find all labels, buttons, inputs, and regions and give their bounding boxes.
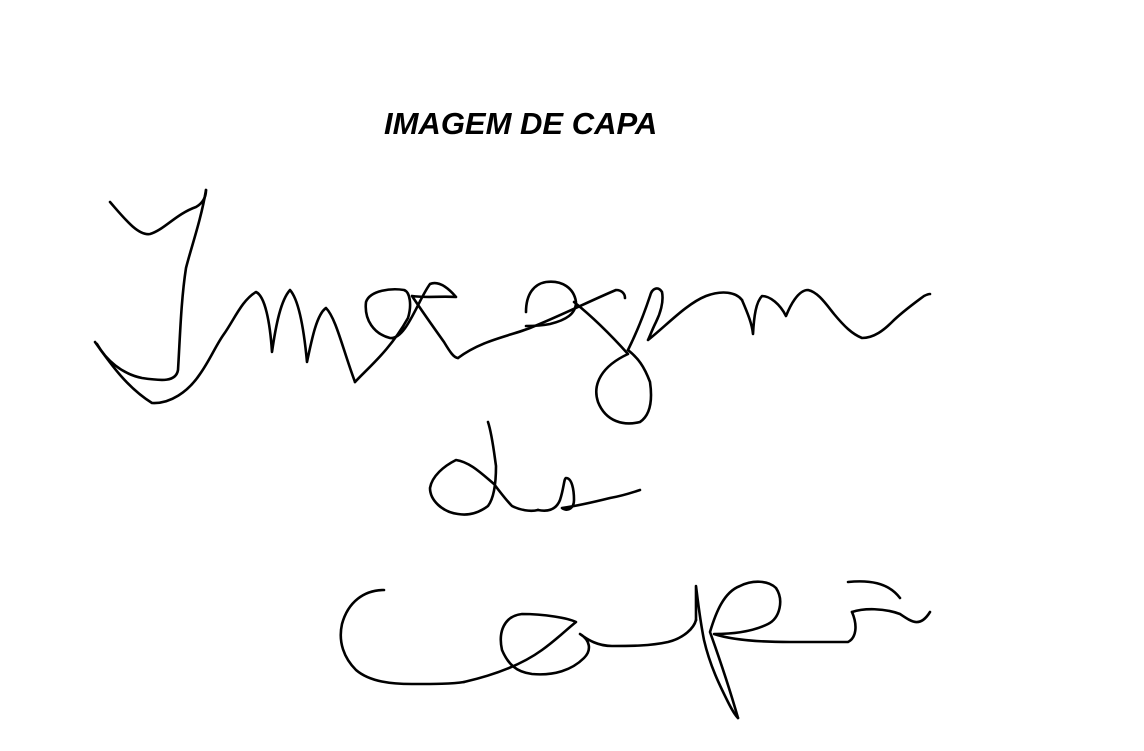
stroke-m2 (742, 290, 930, 338)
stroke-c (341, 590, 464, 684)
stroke-g-loop (574, 302, 651, 423)
handwritten-letter-m2 (742, 290, 930, 338)
handwritten-word-capa (341, 581, 930, 718)
handwritten-letter-e (628, 289, 742, 350)
page-title: IMAGEM DE CAPA (384, 106, 658, 141)
stroke-e (628, 289, 742, 350)
stroke-i-top-hook (110, 190, 206, 234)
handwritten-letter-g (458, 282, 651, 424)
stroke-d (430, 422, 538, 515)
stroke-a3 (852, 609, 930, 622)
handwritten-word-de (430, 422, 640, 515)
handwritten-letter-m (95, 290, 355, 403)
stroke-e2 (538, 478, 640, 511)
stroke-p-bowl (710, 582, 855, 718)
stroke-a (355, 283, 458, 382)
stroke-tilde (848, 581, 900, 598)
handwritten-letter-a (355, 283, 458, 382)
stroke-m (95, 290, 355, 403)
handwritten-letter-I (97, 190, 206, 380)
stroke-i-stem (97, 190, 206, 380)
stroke-a2 (464, 614, 696, 682)
